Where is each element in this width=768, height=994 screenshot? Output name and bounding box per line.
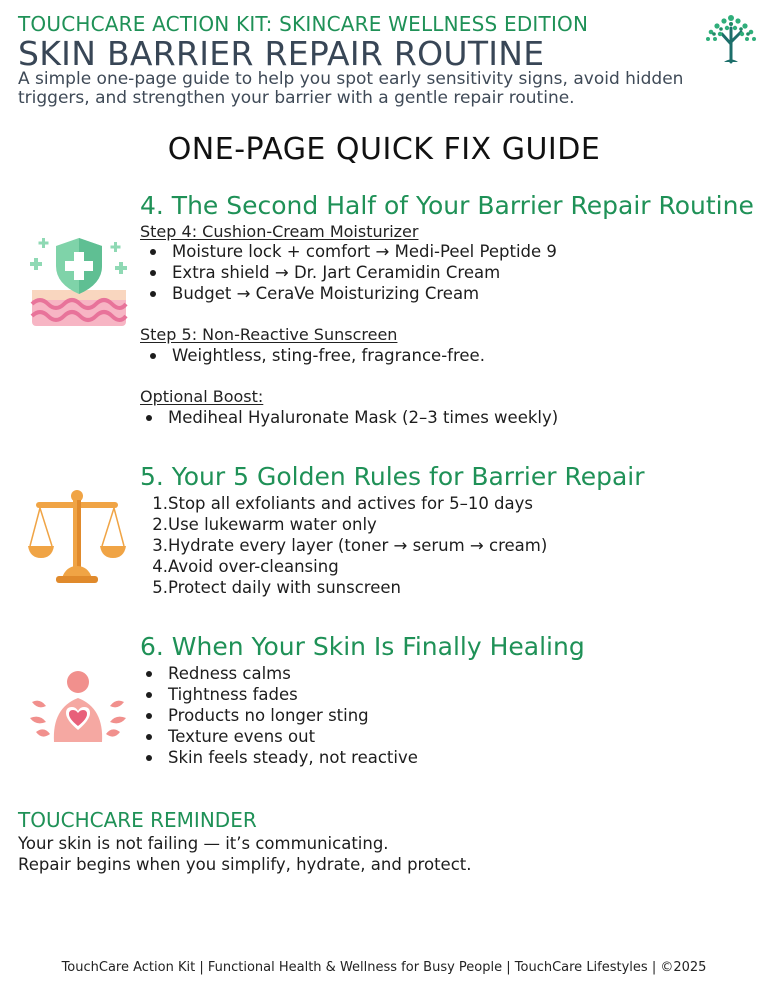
list-item: Mediheal Hyaluronate Mask (2–3 times weekly) — [136, 407, 558, 428]
list-item: Skin feels steady, not reactive — [136, 747, 418, 768]
balance-scale-icon — [26, 486, 128, 586]
page-footer: TouchCare Action Kit | Functional Health & Wellness for Busy People | TouchCare Lifestyles | ©2025 — [61, 960, 707, 975]
list-item: 5.Protect daily with sunscreen — [152, 578, 401, 597]
list-item: Products no longer sting — [136, 705, 418, 726]
list-item: 3.Hydrate every layer (toner → serum → cream) — [152, 536, 548, 555]
list-item: Redness calms — [136, 663, 418, 684]
section6-title: 6. When Your Skin Is Finally Healing — [140, 632, 585, 661]
section5-title: 5. Your 5 Golden Rules for Barrier Repair — [140, 462, 645, 491]
tree-logo-icon — [700, 10, 762, 64]
list-item: Moisture lock + comfort → Medi-Peel Peptide 9 — [140, 241, 557, 262]
list-item: Texture evens out — [136, 726, 418, 747]
step4-heading: Step 4: Cushion-Cream Moisturizer — [140, 222, 419, 241]
list-item: 4.Avoid over-cleansing — [152, 557, 339, 576]
step5-heading: Step 5: Non-Reactive Sunscreen — [140, 325, 398, 344]
reminder-line-1: Your skin is not failing — it’s communicating. — [18, 834, 389, 853]
header-kicker: TOUCHCARE ACTION KIT: SKINCARE WELLNESS EDITION — [18, 12, 589, 36]
reminder-line-2: Repair begins when you simplify, hydrate, and protect. — [18, 855, 472, 874]
step5-list — [140, 345, 485, 366]
self-love-person-icon — [28, 668, 128, 746]
boost-heading: Optional Boost: — [140, 387, 264, 406]
golden-rules-list — [140, 493, 547, 598]
list-item: 2.Use lukewarm water only — [152, 515, 377, 534]
page-title: SKIN BARRIER REPAIR ROUTINE — [18, 34, 545, 73]
step4-list — [140, 241, 557, 304]
section4-title: 4. The Second Half of Your Barrier Repair Routine — [140, 191, 754, 220]
guide-title: ONE-PAGE QUICK FIX GUIDE — [167, 132, 601, 167]
list-item: 1.Stop all exfoliants and actives for 5–10 days — [152, 494, 534, 513]
boost-list — [136, 407, 558, 428]
reminder-title: TOUCHCARE REMINDER — [18, 808, 257, 832]
page-subtitle: A simple one-page guide to help you spot early sensitivity signs, avoid hidden triggers, and strengthen your barrier with a gentle repair routine. — [18, 69, 684, 108]
healing-signs-list — [136, 663, 418, 768]
skin-shield-icon — [26, 232, 130, 328]
list-item: Tightness fades — [136, 684, 418, 705]
list-item: Weightless, sting-free, fragrance-free. — [140, 345, 485, 366]
list-item: Budget → CeraVe Moisturizing Cream — [140, 283, 557, 304]
list-item: Extra shield → Dr. Jart Ceramidin Cream — [140, 262, 557, 283]
